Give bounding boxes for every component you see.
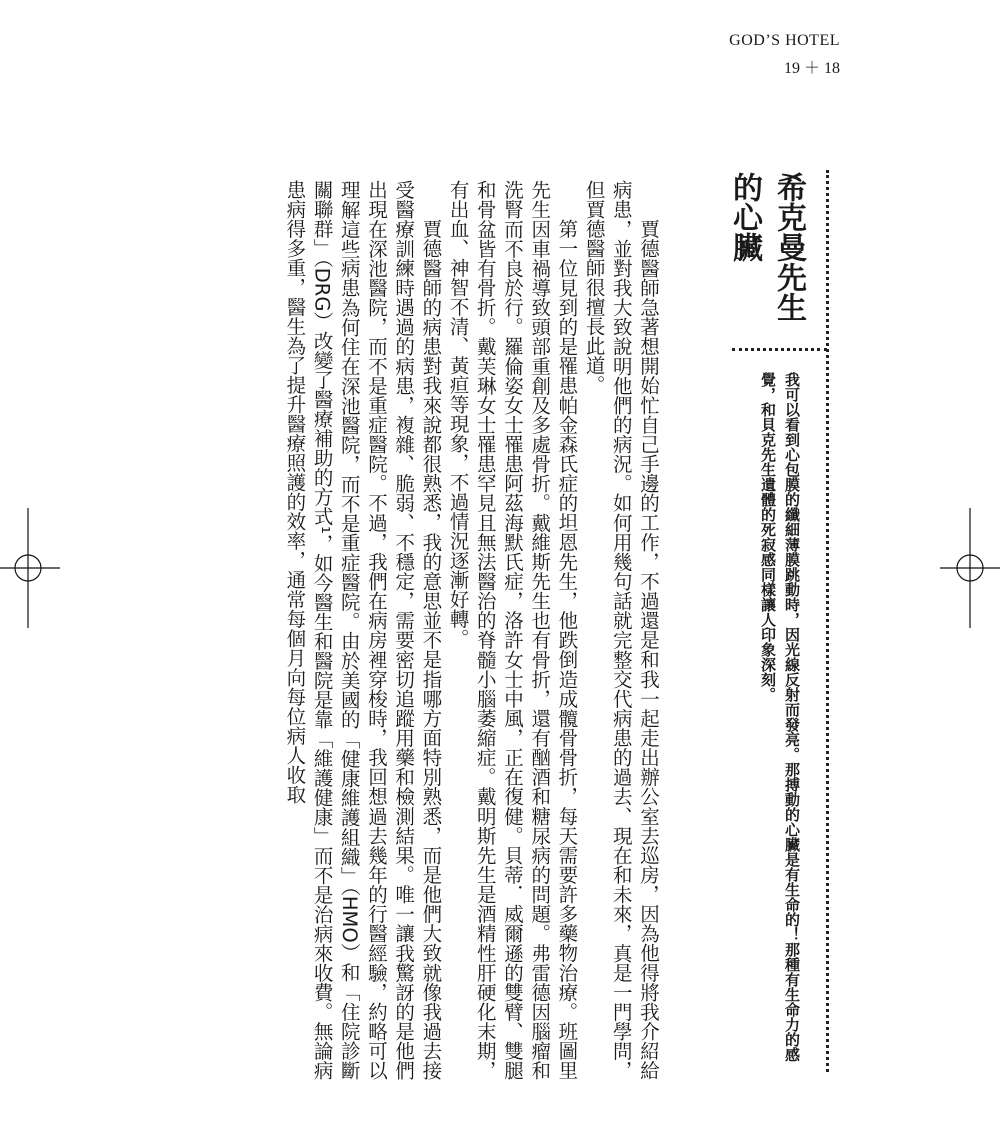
dotted-rule-vertical <box>826 170 829 1072</box>
page-number: 19 ＋ 18 <box>783 60 840 77</box>
dotted-rule-horizontal <box>732 348 827 351</box>
registration-mark-icon <box>0 508 60 628</box>
running-header <box>729 30 840 80</box>
epigraph: 我可以看到心包膜的纖細薄膜跳動時，因光線反射而發亮。那搏動的心臟是有生命的！那種有生命力的感覺，和貝克先生遺體的死寂感同樣讓人印象深刻。 <box>759 372 801 1062</box>
body-text <box>182 180 662 1080</box>
paragraph: 賈德醫師急著想開始忙自己手邊的工作，不過還是和我一起走出辦公室去巡房，因為他得將我介紹給病患，並對我大致說明他們的病況。如何用幾句話就完整交代病患的過去、現在和未來，真是一門學問，但賈德醫師很擅長此道。 <box>582 180 660 1080</box>
chapter-title: 希克曼先生的心臟 <box>727 172 806 322</box>
book-title: GOD’S HOTEL <box>729 32 840 49</box>
paragraph: 賈德醫師的病患對我來說都很熟悉，我的意思並不是指哪方面特別熟悉，而是他們大致就像我過去接受醫療訓練時遇過的病患，複雜、脆弱、不穩定，需要密切追蹤用藥和檢測結果。唯一讓我驚訝的是他們出現在深池醫院，而不是重症醫院。不過，我們在病房裡穿梭時，我回想過去幾年的行醫經驗，約略可以理解這些病患為何住在深池醫院，而不是重症醫院。由於美國的「健康維護組織」（HMO）和「住院診斷關聯群」（DRG）改變了醫療補助的方式¹，如今醫生和醫院是靠「維護健康」而不是治病來收費。無論病患病得多重，醫生為了提升醫療照護的效率，通常每個月向每位病人收取 <box>283 180 443 1080</box>
registration-mark-icon <box>940 508 1000 628</box>
paragraph: 第一位見到的是罹患帕金森氏症的坦恩先生，他跌倒造成髖骨骨折，每天需要許多藥物治療。班圖里先生因車禍導致頭部重創及多處骨折。戴維斯先生也有骨折，還有酗酒和糖尿病的問題。弗雷德因腦瘤和洗腎而不良於行。羅倫姿女士罹患阿茲海默氏症，洛許女士中風，正在復健。貝蒂．威爾遜的雙臂、雙腿和骨盆皆有骨折。戴芙琳女士罹患罕見且無法醫治的脊髓小腦萎縮症。戴明斯先生是酒精性肝硬化末期，有出血、神智不清、黃疸等現象，不過情況逐漸好轉。 <box>446 180 579 1080</box>
